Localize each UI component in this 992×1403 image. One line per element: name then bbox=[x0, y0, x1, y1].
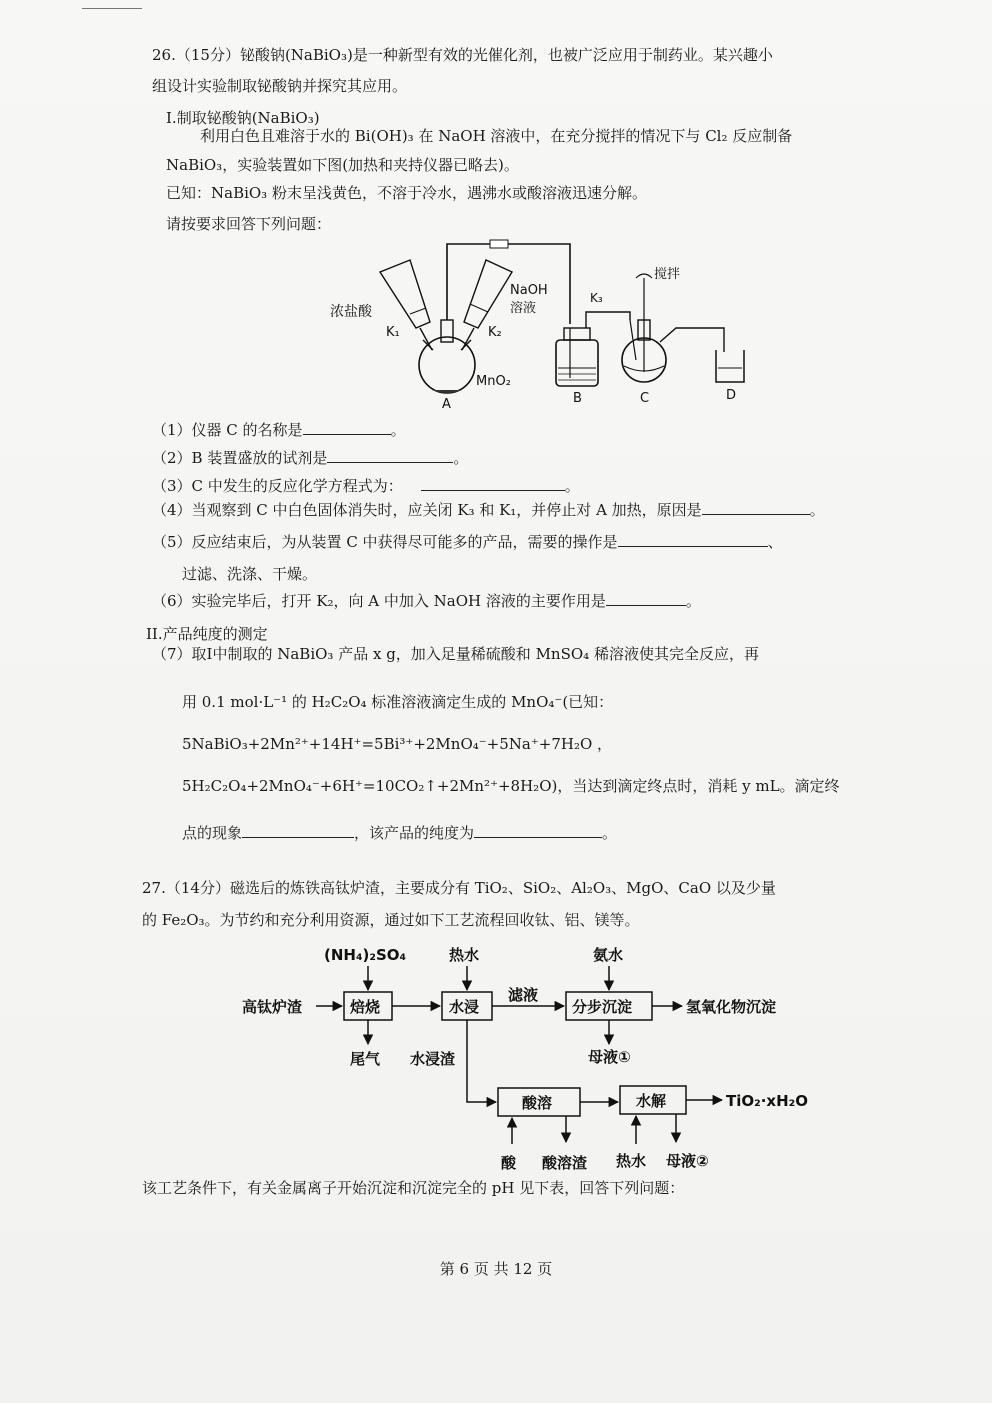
label-hot-water: 热水 bbox=[449, 946, 480, 964]
equation-1: 5NaBiO₃+2Mn²⁺+14H⁺=5Bi³⁺+2MnO₄⁻+5Na⁺+7H₂O ， bbox=[182, 735, 613, 753]
q27-heading-cont: 的 Fe₂O₃。为节约和充分利用资源，通过如下工艺流程回收钛、铝、镁等。 bbox=[142, 911, 640, 929]
sub-q1: （1）仪器 C 的名称是 。 bbox=[152, 421, 406, 439]
label-tio2-product: TiO₂·xH₂O bbox=[726, 1092, 808, 1110]
label-a: A bbox=[442, 397, 451, 412]
label-tail-gas: 尾气 bbox=[350, 1050, 381, 1068]
box-hydrolysis: 水解 bbox=[636, 1092, 667, 1110]
label-mno2: MnO₂ bbox=[476, 374, 511, 389]
page-footer: 第 6 页 共 12 页 bbox=[439, 1260, 553, 1278]
box-acid-dissolution: 酸溶 bbox=[522, 1094, 553, 1112]
label-slag: 高钛炉渣 bbox=[242, 998, 303, 1016]
apparatus-figure bbox=[320, 232, 760, 412]
label-hcl: 浓盐酸 bbox=[330, 304, 372, 320]
sub-q6: （6）实验完毕后，打开 K₂，向 A 中加入 NaOH 溶液的主要作用是 。 bbox=[152, 592, 701, 610]
sub-q7-line2: 用 0.1 mol·L⁻¹ 的 H₂C₂O₄ 标准溶液滴定生成的 MnO₄⁻(已知： bbox=[182, 693, 614, 711]
label-b: B bbox=[573, 391, 582, 406]
known-info: 已知：NaBiO₃ 粉末呈浅黄色，不溶于冷水，遇沸水或酸溶液迅速分解。 bbox=[166, 184, 647, 202]
scan-mark bbox=[82, 8, 142, 9]
process-flow-figure bbox=[236, 940, 836, 1176]
box-leach: 水浸 bbox=[449, 998, 480, 1016]
sub-q7-line5: 点的现象 ，该产品的纯度为 。 bbox=[182, 824, 618, 842]
label-ammonium-sulfate: (NH₄)₂SO₄ bbox=[324, 946, 407, 964]
label-ammonia: 氨水 bbox=[593, 946, 624, 964]
label-d: D bbox=[726, 388, 737, 403]
label-filtrate: 滤液 bbox=[508, 986, 539, 1004]
label-k1: K₁ bbox=[386, 325, 400, 340]
sub-q3: （3）C 中发生的反应化学方程式为： 。 bbox=[152, 477, 580, 495]
q26-paragraph-2: NaBiO₃，实验装置如下图(加热和夹持仪器已略去)。 bbox=[166, 156, 519, 174]
label-k2: K₂ bbox=[488, 325, 502, 340]
box-roast: 焙烧 bbox=[350, 998, 381, 1016]
label-c: C bbox=[640, 391, 650, 406]
q27-heading: 27.（14分）磁选后的炼铁高钛炉渣，主要成分有 TiO₂、SiO₂、Al₂O₃、MgO、CaO 以及少量 bbox=[142, 879, 776, 897]
section-2-title: II.产品纯度的测定 bbox=[146, 625, 268, 643]
q26-heading-cont: 组设计实验制取铋酸钠并探究其应用。 bbox=[152, 77, 408, 95]
q27-table-intro: 该工艺条件下，有关金属离子开始沉淀和沉淀完全的 pH 见下表，回答下列问题： bbox=[142, 1179, 685, 1197]
section-1-title: I.制取铋酸钠(NaBiO₃) bbox=[166, 109, 320, 127]
sub-q7: （7）取I中制取的 NaBiO₃ 产品 x g，加入足量稀硫酸和 MnSO₄ 稀溶液使其完全反应，再 bbox=[152, 645, 759, 663]
label-hydroxide-precipitate: 氢氧化物沉淀 bbox=[686, 998, 777, 1016]
sub-q4: （4）当观察到 C 中白色固体消失时，应关闭 K₃ 和 K₁，并停止对 A 加热，原因是 。 bbox=[152, 501, 825, 519]
label-acid-residue: 酸溶渣 bbox=[542, 1154, 588, 1172]
box-stepwise-precipitation: 分步沉淀 bbox=[572, 998, 633, 1016]
q26-heading: 26.（15分）铋酸钠(NaBiO₃)是一种新型有效的光催化剂，也被广泛应用于制药业。某兴趣小 bbox=[152, 46, 773, 64]
sub-q5: （5）反应结束后，为从装置 C 中获得尽可能多的产品，需要的操作是 、 bbox=[152, 533, 783, 551]
sub-q2: （2）B 装置盛放的试剂是 。 bbox=[152, 449, 469, 467]
label-k3: K₃ bbox=[590, 291, 603, 305]
label-naoh: NaOH bbox=[510, 283, 548, 298]
label-solution: 溶液 bbox=[510, 301, 537, 316]
q26-paragraph-1: 利用白色且难溶于水的 Bi(OH)₃ 在 NaOH 溶液中，在充分搅拌的情况下与 Cl₂ 反应制备 bbox=[200, 127, 793, 145]
label-acid: 酸 bbox=[501, 1154, 517, 1172]
sub-q5-cont: 过滤、洗涤、干燥。 bbox=[182, 565, 318, 583]
label-leach-residue: 水浸渣 bbox=[410, 1050, 456, 1068]
label-mother-liquor-1: 母液① bbox=[588, 1048, 631, 1066]
instruction: 请按要求回答下列问题： bbox=[166, 215, 332, 233]
equation-2: 5H₂C₂O₄+2MnO₄⁻+6H⁺=10CO₂↑+2Mn²⁺+8H₂O)，当达到滴定终点时，消耗 y mL。滴定终 bbox=[182, 777, 840, 795]
label-mother-liquor-2: 母液② bbox=[666, 1152, 709, 1170]
label-stir: 搅拌 bbox=[654, 267, 681, 282]
label-hot-water-2: 热水 bbox=[616, 1152, 647, 1170]
